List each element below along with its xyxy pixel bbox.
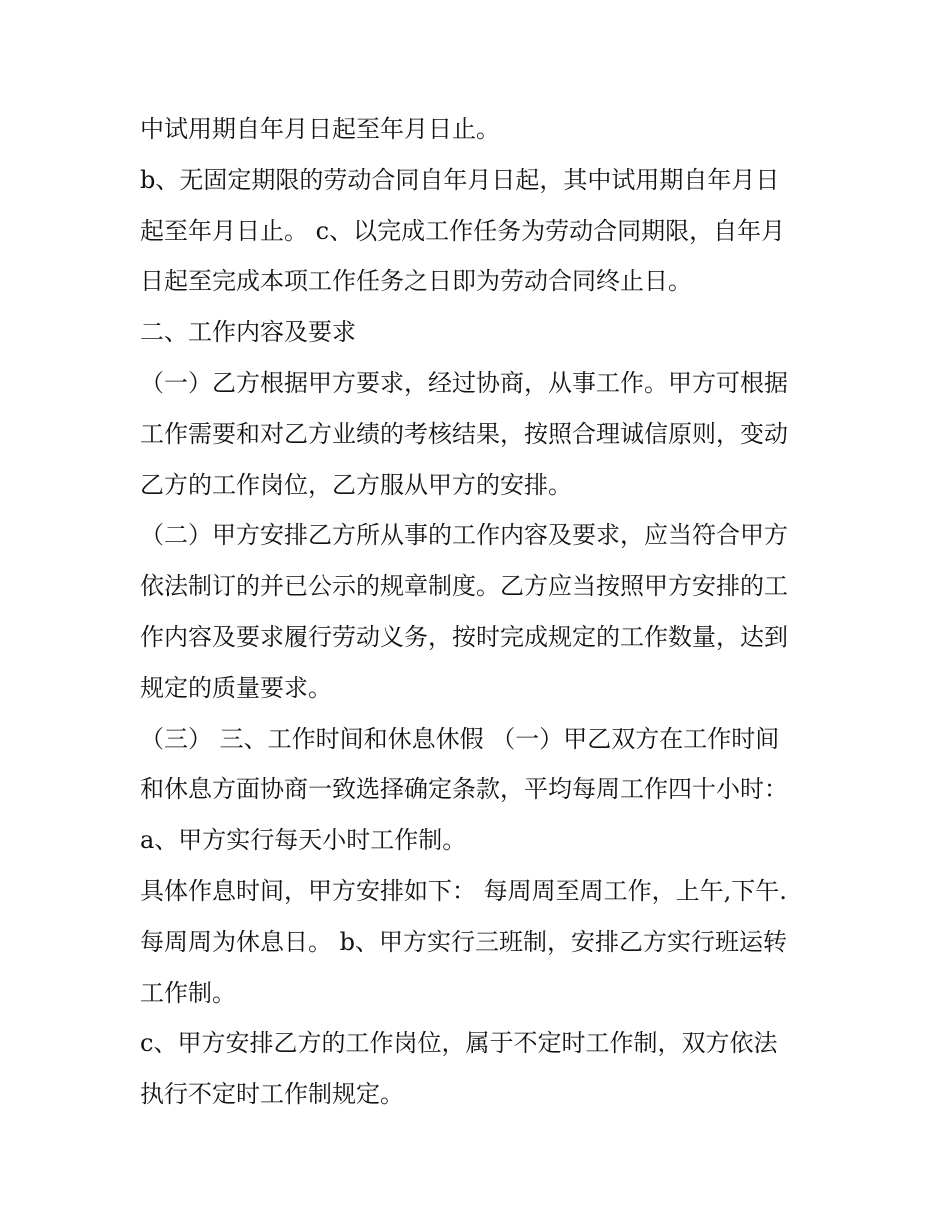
section-heading: 二、工作内容及要求 (140, 318, 356, 347)
text-line: （三） 三、工作时间和休息休假 （一）甲乙双方在工作时间 (140, 724, 780, 753)
text-line: a、甲方实行每天小时工作制。 (140, 826, 467, 855)
text-line: 中试用期自年月日起至年月日止。 (140, 115, 500, 143)
text-line: 工作制。 (140, 978, 236, 1007)
text-line: （一）乙方根据甲方要求，经过协商，从事工作。甲方可根据 (140, 368, 788, 397)
text-line: b、无固定期限的劳动合同自年月日起，其中试用期自年月日 (140, 165, 780, 194)
text-line: 具体作息时间，甲方安排如下： 每周周至周工作，上午,下午. (140, 876, 787, 905)
text-line: 乙方的工作岗位，乙方服从甲方的安排。 (140, 470, 572, 499)
text-line: 和休息方面协商一致选择确定条款，平均每周工作四十小时： (140, 775, 788, 804)
text-line: 规定的质量要求。 (140, 673, 332, 702)
text-line: 依法制订的并已公示的规章制度。乙方应当按照甲方安排的工 (140, 572, 788, 601)
text-line: 工作需要和对乙方业绩的考核结果，按照合理诚信原则，变动 (140, 419, 788, 448)
document-body (140, 104, 820, 1120)
text-line: 起至年月日止。 c、以完成工作任务为劳动合同期限，自年月 (140, 216, 786, 245)
text-line: c、甲方安排乙方的工作岗位，属于不定时工作制，双方依法 (140, 1029, 778, 1058)
text-line: 执行不定时工作制规定。 (140, 1080, 404, 1109)
text-line: 作内容及要求履行劳动义务，按时完成规定的工作数量，达到 (140, 622, 788, 651)
text-line: 日起至完成本项工作任务之日即为劳动合同终止日。 (140, 267, 692, 296)
text-line: （二）甲方安排乙方所从事的工作内容及要求，应当符合甲方 (140, 521, 788, 550)
text-line: 每周周为休息日。 b、甲方实行三班制，安排乙方实行班运转 (140, 927, 787, 956)
